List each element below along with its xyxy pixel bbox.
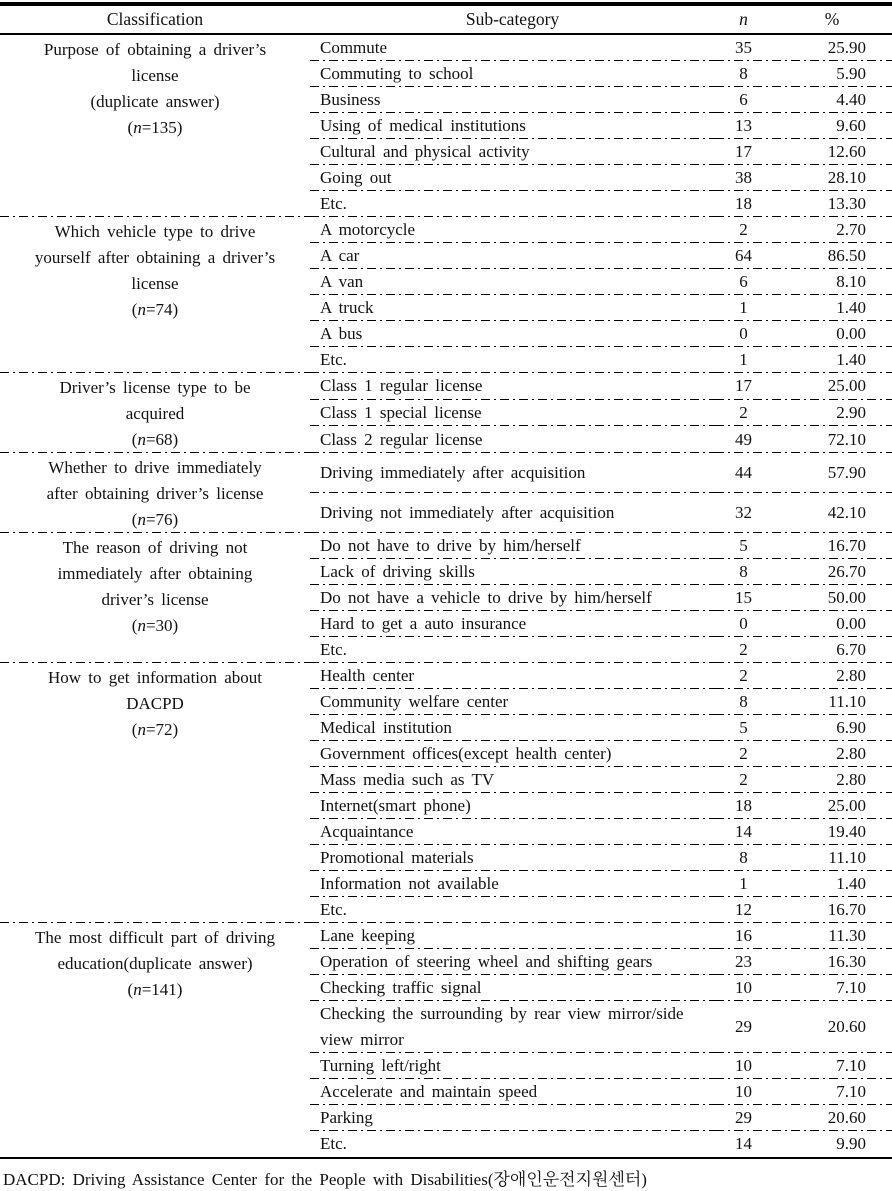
percent-value-cell: 25.90	[772, 34, 892, 61]
table-footnote: DACPD: Driving Assistance Center for the People with Disabilities(장애인운전지원센터)	[3, 1170, 647, 1189]
n-value-cell: 2	[715, 217, 772, 243]
n-value-cell: 15	[715, 585, 772, 611]
percent-value-cell: 16.70	[772, 897, 892, 923]
subcategory-cell: Hard to get a auto insurance	[310, 611, 715, 637]
subcategory-cell: Etc.	[310, 637, 715, 663]
percent-value-cell: 8.10	[772, 269, 892, 295]
percent-value-cell: 86.50	[772, 243, 892, 269]
percent-value-cell: 20.60	[772, 1001, 892, 1053]
classification-n-count: (n=76)	[131, 510, 179, 529]
subcategory-cell: Etc.	[320, 1134, 347, 1153]
classification-cell	[0, 217, 310, 373]
table-row	[0, 373, 892, 400]
n-value-cell: 10	[715, 1053, 772, 1079]
n-value-cell: 2	[715, 400, 772, 427]
percent-value-cell: 7.10	[772, 1079, 892, 1105]
subcategory-cell: Lane keeping	[310, 923, 715, 949]
survey-results-table	[0, 2, 892, 1159]
subcategory-cell: A car	[310, 243, 715, 269]
percent-value-cell: 13.30	[772, 191, 892, 217]
table-row	[0, 533, 892, 559]
n-value-cell: 49	[715, 426, 772, 453]
classification-cell	[0, 663, 310, 923]
n-value-cell: 35	[715, 34, 772, 61]
n-value-cell: 18	[715, 191, 772, 217]
classification-line: (duplicate answer)	[90, 92, 220, 111]
subcategory-cell: Commute	[310, 34, 715, 61]
n-value-cell: 29	[715, 1105, 772, 1131]
classification-line: acquired	[125, 404, 185, 423]
subcategory-cell: Etc.	[310, 191, 715, 217]
n-value-cell: 0	[715, 321, 772, 347]
header-classification: Classification	[0, 4, 310, 34]
n-value-cell: 13	[715, 113, 772, 139]
subcategory-cell: Health center	[310, 663, 715, 689]
table-row	[0, 923, 892, 949]
classification-line: yourself after obtaining a driver’s	[34, 248, 276, 267]
subcategory-cell: Parking	[310, 1105, 715, 1131]
classification-n-count: (n=30)	[131, 616, 179, 635]
classification-line: education(duplicate answer)	[57, 954, 253, 973]
classification-cell	[0, 923, 310, 1158]
subcategory-cell: Mass media such as TV	[310, 767, 715, 793]
subcategory-cell: Do not have a vehicle to drive by him/herself	[310, 585, 715, 611]
classification-line: The most difficult part of driving	[35, 928, 275, 947]
percent-value-cell: 7.10	[772, 1053, 892, 1079]
subcategory-cell: Etc.	[310, 347, 715, 373]
subcategory-cell: Driving not immediately after acquisition	[310, 493, 715, 533]
percent-value-cell: 0.00	[772, 321, 892, 347]
percent-value-cell: 25.00	[772, 373, 892, 400]
table-row	[0, 663, 892, 689]
n-value-cell: 1	[715, 347, 772, 373]
subcategory-cell: A bus	[310, 321, 715, 347]
subcategory-cell: Checking the surrounding by rear view mirror/side view mirror	[310, 1001, 715, 1053]
subcategory-cell: Class 1 special license	[310, 400, 715, 427]
classification-line: driver’s license	[101, 590, 209, 609]
subcategory-cell: Operation of steering wheel and shifting gears	[310, 949, 715, 975]
percent-value-cell: 2.90	[772, 400, 892, 427]
percent-value-cell: 4.40	[772, 87, 892, 113]
n-value-cell: 23	[715, 949, 772, 975]
subcategory-cell: Driving immediately after acquisition	[310, 453, 715, 493]
percent-value-cell: 11.30	[772, 923, 892, 949]
table-row	[0, 34, 892, 61]
classification-cell	[0, 373, 310, 453]
n-value-cell: 2	[715, 637, 772, 663]
n-value-cell: 5	[715, 715, 772, 741]
classification-line: Purpose of obtaining a driver’s	[43, 40, 267, 59]
header-percent: %	[772, 4, 892, 34]
subcategory-cell: Cultural and physical activity	[310, 139, 715, 165]
table-body	[0, 34, 892, 1158]
subcategory-cell: Internet(smart phone)	[310, 793, 715, 819]
classification-n-count: (n=72)	[131, 720, 179, 739]
n-value-cell: 14	[735, 1134, 752, 1153]
classification-line: license	[131, 66, 179, 85]
subcategory-cell: Lack of driving skills	[310, 559, 715, 585]
table-row	[0, 217, 892, 243]
n-value-cell: 17	[715, 139, 772, 165]
classification-line: DACPD	[126, 694, 184, 713]
n-value-cell: 64	[715, 243, 772, 269]
classification-line: How to get information about	[47, 668, 263, 687]
percent-value-cell: 9.60	[772, 113, 892, 139]
percent-value-cell: 1.40	[772, 295, 892, 321]
n-value-cell: 2	[715, 741, 772, 767]
n-value-cell: 8	[715, 689, 772, 715]
subcategory-cell: Etc.	[310, 897, 715, 923]
subcategory-cell: Business	[310, 87, 715, 113]
classification-n-count: (n=68)	[131, 430, 179, 449]
percent-value-cell: 2.80	[772, 741, 892, 767]
n-value-cell: 2	[715, 767, 772, 793]
n-value-cell: 5	[715, 533, 772, 559]
n-value-cell: 2	[715, 663, 772, 689]
classification-cell	[0, 533, 310, 663]
classification-cell	[0, 453, 310, 533]
n-value-cell: 8	[715, 845, 772, 871]
percent-value-cell: 28.10	[772, 165, 892, 191]
n-value-cell: 18	[715, 793, 772, 819]
percent-value-cell: 12.60	[772, 139, 892, 165]
percent-value-cell: 5.90	[772, 61, 892, 87]
percent-value-cell: 9.90	[836, 1134, 866, 1153]
percent-value-cell: 1.40	[772, 347, 892, 373]
percent-value-cell: 16.70	[772, 533, 892, 559]
percent-value-cell: 7.10	[772, 975, 892, 1001]
n-value-cell: 8	[715, 61, 772, 87]
percent-value-cell: 50.00	[772, 585, 892, 611]
header-subcategory: Sub-category	[310, 4, 715, 34]
classification-n-count: (n=74)	[131, 300, 179, 319]
subcategory-cell: Commuting to school	[310, 61, 715, 87]
subcategory-cell: Going out	[310, 165, 715, 191]
subcategory-cell: Accelerate and maintain speed	[310, 1079, 715, 1105]
percent-value-cell: 0.00	[772, 611, 892, 637]
percent-value-cell: 42.10	[772, 493, 892, 533]
subcategory-cell: A van	[310, 269, 715, 295]
table-row	[0, 453, 892, 493]
n-value-cell: 6	[715, 269, 772, 295]
subcategory-cell: Class 2 regular license	[310, 426, 715, 453]
percent-value-cell: 1.40	[772, 871, 892, 897]
n-value-cell: 38	[715, 165, 772, 191]
percent-value-cell: 6.70	[772, 637, 892, 663]
n-value-cell: 1	[715, 295, 772, 321]
n-value-cell: 32	[715, 493, 772, 533]
percent-value-cell: 26.70	[772, 559, 892, 585]
subcategory-cell: Community welfare center	[310, 689, 715, 715]
percent-value-cell: 16.30	[772, 949, 892, 975]
classification-line: Which vehicle type to drive	[54, 222, 256, 241]
classification-line: Driver’s license type to be	[59, 378, 251, 397]
n-value-cell: 8	[715, 559, 772, 585]
header-n: n	[715, 4, 772, 34]
n-value-cell: 29	[715, 1001, 772, 1053]
subcategory-cell: A truck	[310, 295, 715, 321]
subcategory-cell: Information not available	[310, 871, 715, 897]
classification-line: immediately after obtaining	[57, 564, 253, 583]
n-value-cell: 14	[715, 819, 772, 845]
percent-value-cell: 19.40	[772, 819, 892, 845]
classification-n-count: (n=141)	[127, 980, 183, 999]
n-value-cell: 12	[715, 897, 772, 923]
n-value-cell: 44	[715, 453, 772, 493]
n-value-cell: 1	[715, 871, 772, 897]
percent-value-cell: 2.80	[772, 767, 892, 793]
subcategory-cell: Class 1 regular license	[310, 373, 715, 400]
percent-value-cell: 6.90	[772, 715, 892, 741]
n-value-cell: 10	[715, 1079, 772, 1105]
percent-value-cell: 72.10	[772, 426, 892, 453]
n-value-cell: 6	[715, 87, 772, 113]
percent-value-cell: 2.70	[772, 217, 892, 243]
percent-value-cell: 25.00	[772, 793, 892, 819]
classification-line: Whether to drive immediately	[48, 458, 262, 477]
classification-n-count: (n=135)	[127, 118, 183, 137]
percent-value-cell: 2.80	[772, 663, 892, 689]
percent-value-cell: 57.90	[772, 453, 892, 493]
subcategory-cell: Checking traffic signal	[310, 975, 715, 1001]
n-value-cell: 16	[715, 923, 772, 949]
percent-value-cell: 11.10	[772, 689, 892, 715]
classification-line: license	[131, 274, 179, 293]
subcategory-cell: Turning left/right	[310, 1053, 715, 1079]
classification-line: after obtaining driver’s license	[46, 484, 264, 503]
percent-value-cell: 11.10	[772, 845, 892, 871]
classification-cell	[0, 34, 310, 217]
subcategory-cell: Do not have to drive by him/herself	[310, 533, 715, 559]
n-value-cell: 0	[715, 611, 772, 637]
classification-line: The reason of driving not	[62, 538, 248, 557]
subcategory-cell: Government offices(except health center)	[310, 741, 715, 767]
n-value-cell: 17	[715, 373, 772, 400]
table-header-row	[0, 4, 892, 34]
subcategory-cell: Medical institution	[310, 715, 715, 741]
subcategory-cell: Using of medical institutions	[310, 113, 715, 139]
percent-value-cell: 20.60	[772, 1105, 892, 1131]
subcategory-cell: A motorcycle	[310, 217, 715, 243]
subcategory-cell: Acquaintance	[310, 819, 715, 845]
subcategory-cell: Promotional materials	[310, 845, 715, 871]
n-value-cell: 10	[715, 975, 772, 1001]
